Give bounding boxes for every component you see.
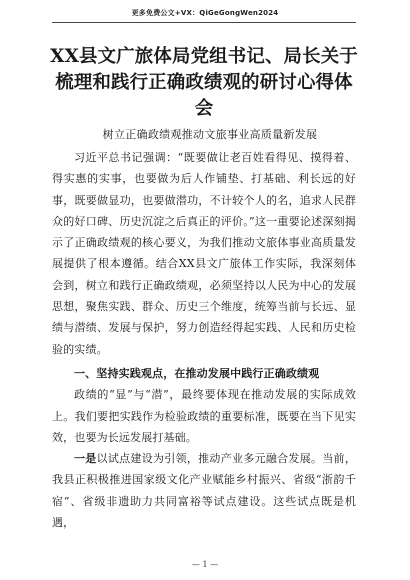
document-subtitle: 树立正确政绩观推动文旅事业高质量新发展 bbox=[102, 128, 318, 141]
page-number: — 1 — bbox=[191, 560, 219, 569]
section-heading: 一、坚持实践观点，在推动发展中践行正确政绩观 bbox=[74, 366, 320, 380]
document-body bbox=[52, 147, 356, 533]
paragraph-text: 以试点建设为引领，推动产业多元融合发展。当前，我县正积极推进国家级文化产业赋能乡村振兴、省级“浙韵千宿”、省级非遗助力共同富裕等试点建设。这些试点既是机遇， bbox=[52, 452, 356, 530]
paragraph-lead: 一是 bbox=[74, 452, 97, 466]
header-note: 更多免费公文+VX：QiGeGongWen2024 bbox=[131, 9, 279, 17]
body-paragraph: 习近平总书记强调：“既要做让老百姓看得见、摸得着、得实惠的实事，也要做为后人作铺垫、打基础、利长远的好事，既要做显功，也要做潜功，不计较个人的名，追求人民群众的好口碑、历史沉淀之后真正的评价。”这一重要论述深刻揭示了正确政绩观的核心要义，为我们推动文旅体事业高质量发展提供了根本遵循。结合XX县文广旅体工作实际，我深刻体会到，树立和践行正确政绩观，必须坚持以人民为中心的发展思想，聚焦实践、群众、历史三个维度，统筹当前与长远、显绩与潜绩、发展与保护，努力创造经得起实践、人民和历史检验的实绩。 bbox=[52, 151, 356, 356]
body-paragraph: 政绩的“显”与“潜”，最终要体现在推动发展的实际成效上。我们要把实践作为检验政绩的重要标准，既要在当下见实效，也要为长远发展打基础。 bbox=[52, 388, 356, 444]
header-divider bbox=[52, 22, 356, 23]
document-title: XX县文广旅体局党组书记、局长关于梳理和践行正确政绩观的研讨心得体会 bbox=[50, 46, 358, 119]
body-paragraph bbox=[52, 448, 356, 533]
